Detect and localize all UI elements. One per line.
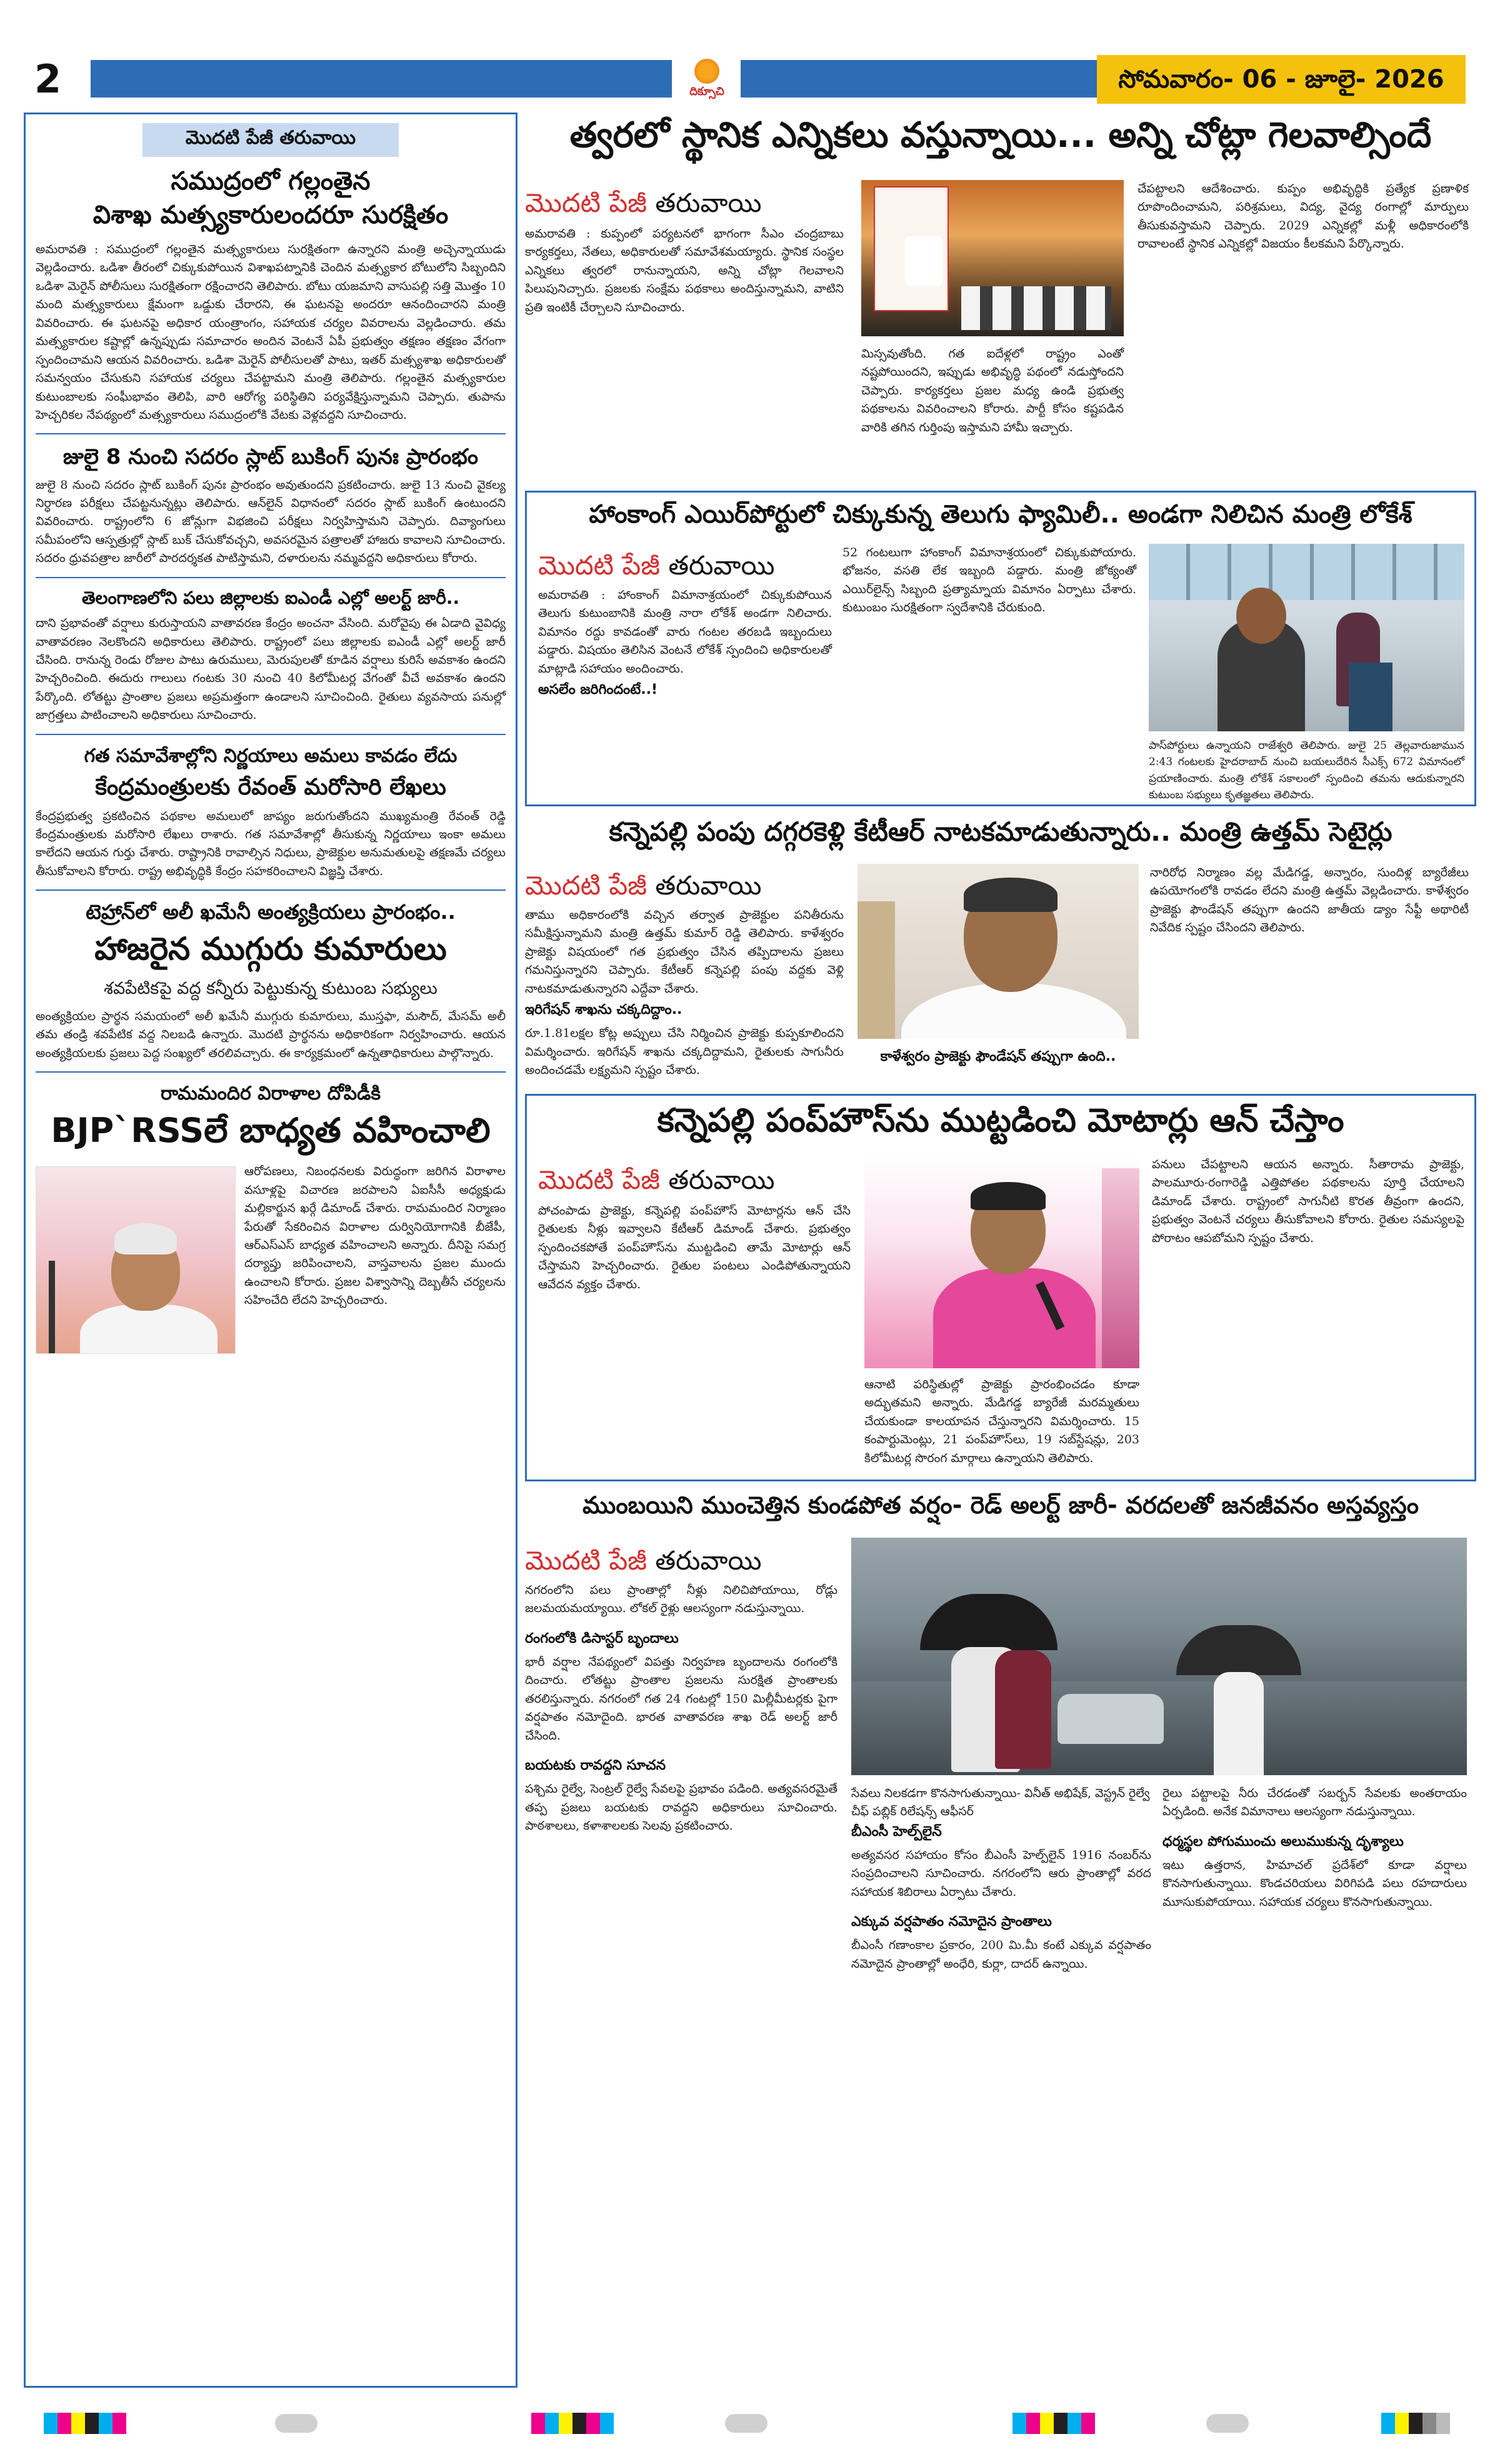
headline: టెహ్రాన్‌లో అలీ ఖమేనీ అంత్యక్రియలు ప్రారంభం.. bbox=[86, 900, 456, 924]
story-fishermen bbox=[36, 164, 506, 424]
headline: కన్నెపల్లి పంప్‌హౌస్‌ను ముట్టడించి మోటార్లు ఆన్ చేస్తాం bbox=[657, 1102, 1344, 1139]
subheadline: బయటకు రావద్దని సూచన bbox=[525, 1758, 666, 1774]
page-number: 2 bbox=[34, 56, 62, 102]
divider bbox=[36, 889, 506, 891]
article-body: అమరావతి : హాంకాంగ్ విమానాశ్రయంలో చిక్కుకుపోయిన తెలుగు కుటుంబానికి మంత్రి నారా లోకేశ్ అండగా నిలిచారు. విమానం రద్దు కావడంతో వారు గంటల తరబడి ఇబ్బందులు పడ్డారు. విషయం తెలిసిన వెంటనే లోకేశ్ స్పందించి అధికారులతో మాట్లాడి సహాయం అందించారు. bbox=[538, 588, 832, 676]
article-body: రైలు పట్టాలపై నీరు చేరడంతో సబర్బన్ సేవలకు అంతరాయం ఏర్పడింది. అనేక విమానాలు ఆలస్యంగా నడుస్తున్నాయి. bbox=[1162, 1786, 1467, 1819]
divider bbox=[36, 734, 506, 735]
headline: జులై 8 నుంచి సదరం స్లాట్ బుకింగ్ పునః ప్రారంభం bbox=[62, 444, 479, 470]
headline: BJP`RSSలే బాధ్యత వహించాలి bbox=[51, 1111, 491, 1151]
subheadline: రంగంలోకి డిసాస్టర్ బృందాలు bbox=[525, 1630, 679, 1646]
story-mumbai-rains bbox=[525, 1488, 1476, 2388]
article-body: అమరావతి : కుప్పంలో పర్యటనలో భాగంగా సీఎం చంద్రబాబు కార్యకర్తలు, నేతలు, అధికారులతో సమావేశమయ్యారు. స్థానిక సంస్థల ఎన్నికలు త్వరలో రానున్నాయని, అన్ని చోట్లా గెలవాలని పిలుపునిచ్చారు. ప్రజలకు సంక్షేమ పథకాలు అందిస్తున్నామని, వాటిని ప్రతి ఇంటికీ చేర్చాలని సూచించారు. bbox=[525, 227, 844, 314]
photo-minister-uttam bbox=[858, 864, 1139, 1039]
continued-kicker bbox=[538, 1164, 774, 1202]
article-body: జులై 8 నుంచి సదరం స్లాట్ బుకింగ్ పునః ప్రారంభం అవుతుందని ప్రకటించారు. జులై 13 నుంచి వైకల్య నిర్ధారణ పరీక్షలు చేపట్టనున్నట్లు తెలిపారు. ఆన్‌లైన్ విధానంలో సదరం స్లాట్ బుకింగ్ ఉంటుందని వివరించారు. రాష్ట్రంలోని 6 జోన్లుగా విభజించి పరీక్షలు నిర్వహిస్తామని చెప్పారు. దివ్యాంగులు సమీపంలోని ఆస్పత్రుల్లో స్లాట్ బుక్ చేసుకోవచ్చని, అవసరమైన పత్రాలతో హాజరు కావాలని సూచించారు. సదరం ధ్రువపత్రాల జారీలో పారదర్శకత పాటిస్తామని, దళారులను నమ్మవద్దని అధికారులు కోరారు. bbox=[36, 478, 506, 566]
subheadline: అసలేం జరిగిందంటే..! bbox=[538, 682, 658, 698]
kicker-rest: తరువాయి bbox=[668, 550, 775, 581]
registration-pill bbox=[1206, 2414, 1249, 2433]
article-body: ఇటు ఉత్తరాన, హిమాచల్ ప్రదేశ్‌లో కూడా వర్షాలు కొనసాగుతున్నాయి. కొండచరియలు విరిగిపడి పలు రహదారులు మూసుకుపోయాయి. సహాయక చర్యలు కొనసాగుతున్నాయి. bbox=[1162, 1858, 1467, 1909]
story-hongkong-airport bbox=[525, 491, 1476, 806]
photo-caption: కాళేశ్వరం ప్రాజెక్టు ఫౌండేషన్ తప్పుగా ఉంది.. bbox=[880, 1049, 1116, 1064]
divider bbox=[36, 1071, 506, 1073]
headline: ముంబయిని ముంచెత్తిన కుండపోత వర్షం- రెడ్ అలర్ట్ జారీ- వరదలతో జనజీవనం అస్తవ్యస్తం bbox=[582, 1491, 1419, 1519]
subheadline: ఎక్కువ వర్షపాతం నమోదైన ప్రాంతాలు bbox=[851, 1914, 1052, 1930]
photo-kharge bbox=[36, 1166, 236, 1354]
registration-bar bbox=[1381, 2413, 1450, 2434]
article-body: ఆనాటి పరిస్థితుల్లో ప్రాజెక్టు ప్రారంభించడం కూడా అద్భుతమని అన్నారు. మేడిగడ్డ బ్యారేజీ మరమ్మతులు చేయకుండా కాలయాపన చేస్తున్నారని విమర్శించారు. 15 కంపార్టుమెంట్లు, 21 పంప్‌హౌస్‌లు, 19 సబ్‌స్టేషన్లు, 203 కిలోమీటర్ల సొరంగ మార్గాలు ఉన్నాయని తెలిపారు. bbox=[864, 1378, 1139, 1465]
story-revanth-letters bbox=[36, 744, 506, 881]
headline: విశాఖ మత్స్యకారులందరూ సురక్షితం bbox=[92, 201, 449, 229]
headline: కేంద్రమంత్రులకు రేవంత్ మరోసారి లేఖలు bbox=[95, 774, 446, 800]
kicker-rest: తరువాయి bbox=[655, 188, 762, 218]
divider bbox=[36, 433, 506, 434]
article-body: పశ్చిమ రైల్వే, సెంట్రల్ రైల్వే సేవలపై ప్రభావం పడింది. అత్యవసరమైతే తప్ప ప్రజలు బయటకు రావద్దని అధికారులు సూచించారు. పాఠశాలలు, కళాశాలలకు సెలవు ప్రకటించారు. bbox=[525, 1782, 838, 1833]
article-body: అంత్యక్రియల ప్రార్థన సమయంలో అలీ ఖమేనీ ముగ్గురు కుమారులు, ముస్తఫా, మసౌద్, మేసమ్ అలీ తమ తండ్రి శవపేటిక వద్ద నిలబడి ఉన్నారు. మొదటి ప్రార్థనను అధికారికంగా నిర్వహించారు. ఆయన అంత్యక్రియలకు ప్రజలు పెద్ద సంఖ్యలో తరలివచ్చారు. ఈ కార్యక్రమంలో ఉన్నతాధికారులు పాల్గొన్నారు. bbox=[36, 1009, 506, 1060]
photo-cm-event bbox=[861, 180, 1124, 336]
continued-kicker bbox=[538, 550, 774, 588]
masthead bbox=[34, 55, 1466, 104]
issue-date: సోమవారం- 06 - జూలై- 2026 bbox=[1097, 55, 1466, 104]
registration-bar bbox=[531, 2413, 614, 2434]
story-khamenei bbox=[36, 899, 506, 1063]
divider bbox=[36, 577, 506, 578]
text-block bbox=[538, 586, 832, 704]
subheadline: ధర్మస్థల పోగుముంచు అలుముకున్న దృశ్యాలు bbox=[1162, 1833, 1404, 1850]
registration-bar bbox=[1012, 2413, 1095, 2434]
masthead-logo bbox=[672, 55, 742, 104]
article-body: పోచంపాడు ప్రాజెక్టు, కన్నెపల్లి పంప్‌హౌస్ మోటార్లను ఆన్ చేసి రైతులకు నీళ్లు ఇవ్వాలని కేటీఆర్ డిమాండ్ చేశారు. ప్రభుత్వం స్పందించకపోతే పంప్‌హౌస్‌ను ముట్టడించి తామే మోటార్లు ఆన్ చేస్తామని హెచ్చరించారు. రైతుల పంటలు ఎండిపోతున్నాయని ఆవేదన వ్యక్తం చేశారు. bbox=[538, 1204, 851, 1291]
left-column bbox=[24, 113, 518, 2388]
microphone-icon bbox=[49, 1261, 55, 1354]
continued-kicker bbox=[525, 1545, 761, 1583]
logo-sun-icon bbox=[694, 59, 719, 84]
headline: హాంకాంగ్ ఎయిర్‌పోర్టులో చిక్కుకున్న తెలుగు ఫ్యామిలీ.. అండగా నిలిచిన మంత్రి లోకేశ్ bbox=[589, 500, 1412, 529]
headline: త్వరలో స్థానిక ఎన్నికలు వస్తున్నాయి... అన్ని చోట్లా గెలవాల్సిందే bbox=[569, 115, 1432, 156]
masthead-band-left bbox=[91, 60, 672, 98]
article-body: పాస్‌పోర్టులు ఉన్నాయని రాజేశ్వరి తెలిపారు. జులై 25 తెల్లవారుజామున 2:43 గంటలకు హైదరాబాద్ నుంచి బయలుదేరిన సీఎక్స్ 672 విమానంలో ప్రయాణించారు. మంత్రి లోకేశ్ సకాలంలో స్పందించి తమను ఆదుకున్నారని కుటుంబ సభ్యులు కృతజ్ఞతలు తెలిపారు. bbox=[1149, 739, 1464, 802]
text-block bbox=[525, 1581, 838, 1835]
registration-pill bbox=[725, 2414, 768, 2433]
article-body: బీఎంసీ గణాంకాల ప్రకారం, 200 మి.మీ కంటే ఎక్కువ వర్షపాతం నమోదైన ప్రాంతాల్లో అంధేరి, కుర్లా, దాదర్ ఉన్నాయి. bbox=[851, 1938, 1151, 1971]
masthead-band-right bbox=[741, 60, 1097, 98]
article-body: నగరంలోని పలు ప్రాంతాల్లో నీళ్లు నిలిచిపోయాయి, రోడ్లు జలమయమయ్యాయి. లోకల్ రైళ్లు ఆలస్యంగా నడుస్తున్నాయి. bbox=[525, 1583, 838, 1616]
headline: హాజరైన ముగ్గురు కుమారులు bbox=[94, 930, 447, 967]
article-body: రూ.1.81లక్షల కోట్ల అప్పులు చేసి నిర్మించిన ప్రాజెక్టు కుప్పకూలిందని విమర్శించారు. ఇరిగేషన్ శాఖను చక్కదిద్దామని, రైతులకు సాగునీరు అందించడమే లక్ష్యమని స్పష్టం చేశారు. bbox=[525, 1026, 844, 1078]
photo-mumbai-rain bbox=[851, 1538, 1467, 1775]
registration-bar bbox=[44, 2413, 126, 2434]
headline: గత సమావేశాల్లోని నిర్ణయాలు అమలు కావడం లేదు bbox=[84, 744, 458, 767]
article-body: చేపట్టాలని ఆదేశించారు. కుప్పం అభివృద్ధికి ప్రత్యేక ప్రణాళిక రూపొందించామని, పరిశ్రమలు, విద్య, వైద్య రంగాల్లో మార్పులు తీసుకువస్తామని చెప్పారు. 2029 ఎన్నికల్లో మళ్లీ అధికారంలోకి రావాలంటే స్థానిక ఎన్నికల్లో విజయం కీలకమని పేర్కొన్నారు. bbox=[1138, 182, 1469, 251]
continued-kicker bbox=[525, 188, 761, 225]
article-body: తాము అధికారంలోకి వచ్చిన తర్వాత ప్రాజెక్టుల పనితీరును సమీక్షిస్తున్నామని మంత్రి ఉత్తమ్ కుమార్ రెడ్డి తెలిపారు. కాళేశ్వరం ప్రాజెక్టు విషయంలో గత ప్రభుత్వం చేసిన తప్పిదాలను ప్రజలు గమనిస్తున్నారని చెప్పారు. కేటీఆర్ కన్నెపల్లి పంపు వద్దకు వెళ్లి నాటకమాడుతున్నారని ఎద్దేవా చేశారు. bbox=[525, 908, 844, 996]
text-block bbox=[525, 906, 844, 1080]
kicker-first: మొదటి పేజీ bbox=[538, 1164, 660, 1195]
kicker-rest: తరువాయి bbox=[655, 870, 762, 901]
story-uttam-satire bbox=[525, 813, 1476, 1088]
right-column bbox=[525, 113, 1476, 2388]
headline: సముద్రంలో గల్లంతైన bbox=[171, 167, 371, 196]
story-sadaram bbox=[36, 443, 506, 568]
headline: రామమందిర విరాళాల దోపిడీకి bbox=[161, 1083, 381, 1105]
photo-ktr bbox=[864, 1156, 1139, 1368]
continued-tag: మొదటి పేజీ తరువాయి bbox=[142, 123, 399, 157]
story-local-elections bbox=[525, 113, 1476, 484]
article-body: భారీ వర్షాల నేపథ్యంలో విపత్తు నిర్వహణ బృందాలను రంగంలోకి దించారు. లోతట్టు ప్రాంతాల ప్రజలను సురక్షిత ప్రాంతాలకు తరలిస్తున్నారు. నగరంలో గత 24 గంటల్లో 150 మిల్లీమీటర్లకు పైగా వర్షపాతం నమోదైంది. భారత వాతావరణ శాఖ రెడ్ అలర్ట్ జారీ చేసింది. bbox=[525, 1655, 838, 1743]
headline: తెలంగాణలోని పలు జిల్లాలకు ఐఎండీ ఎల్లో అలర్ట్ జారీ.. bbox=[81, 587, 460, 608]
kicker-rest: తరువాయి bbox=[668, 1164, 775, 1195]
logo-text: దిక్సూచి bbox=[689, 85, 724, 98]
story-ram-mandir bbox=[36, 1081, 506, 1310]
story-ktr-pumphouse bbox=[525, 1094, 1476, 1481]
kicker-first: మొదటి పేజీ bbox=[525, 188, 647, 218]
text-block bbox=[851, 1785, 1151, 1973]
kicker-rest: తరువాయి bbox=[655, 1545, 762, 1576]
article-body: దాని ప్రభావంతో వర్షాలు కురుస్తాయని వాతావరణ కేంద్రం అంచనా వేసింది. మరోవైపు ఈ ఏడాది వైవిధ్య వాతావరణం నెలకొందని అధికారులు తెలిపారు. రాష్ట్రంలో పలు జిల్లాలకు ఐఎండీ ఎల్లో అలర్ట్ జారీ చేసింది. రానున్న రెండు రోజుల పాటు ఉరుములు, మెరుపులతో కూడిన వర్షాలు కురిసే అవకాశం ఉందని హెచ్చరించింది. ఈదురు గాలులు గంటకు 30 నుంచి 40 కిలోమీటర్ల వేగంతో వీచే అవకాశం ఉందని పేర్కొంది. లోతట్టు ప్రాంతాల ప్రజలు అప్రమత్తంగా ఉండాలని సూచించింది. రైతులు వ్యవసాయ పనుల్లో జాగ్రత్తలు పాటించాలని అధికారులు సూచించారు. bbox=[36, 616, 506, 723]
text-block bbox=[1162, 1785, 1467, 1911]
photo-airport-family bbox=[1149, 544, 1464, 731]
article-body: పనులు చేపట్టాలని ఆయన అన్నారు. సీతారామ ప్రాజెక్టు, పాలమూరు-రంగారెడ్డి ఎత్తిపోతల పథకాలను పూర్తి చేయాలని డిమాండ్ చేశారు. రాష్ట్రంలో సాగునీటి కొరత తీవ్రంగా ఉందని, ప్రభుత్వం వెంటనే చర్యలు తీసుకోవాలని కోరారు. రైతుల సమస్యలపై పోరాటం ఆపబోమని స్పష్టం చేశారు. bbox=[1152, 1158, 1464, 1245]
subheadline: బీఎంసీ హెల్ప్‌లైన్ bbox=[851, 1824, 942, 1840]
article-body: అత్యవసర సహాయం కోసం బీఎంసీ హెల్ప్‌లైన్ 1916 నంబర్‌ను సంప్రదించాలని సూచించారు. నగరంలోని ఆరు ప్రాంతాల్లో వరద సహాయక శిబిరాలు ఏర్పాటు చేశారు. bbox=[851, 1848, 1151, 1899]
kicker-first: మొదటి పేజీ bbox=[525, 870, 647, 901]
registration-pill bbox=[275, 2414, 318, 2433]
article-body: నారిరోధ నిర్మాణం వల్ల మేడిగడ్డ, అన్నారం, సుందిళ్ల బ్యారేజీలు ఉపయోగంలోకి రావడం లేదని మంత్రి ఉత్తమ్ వెల్లడించారు. కాళేశ్వరం ప్రాజెక్టు ఫౌండేషన్ తప్పుగా ఉందని జాతీయ డ్యాం సేఫ్టీ అథారిటీ నివేదిక స్పష్టం చేసిందని తెలిపారు. bbox=[1150, 866, 1469, 935]
subheadline: ఇరిగేషన్ శాఖను చక్కదిద్దాం.. bbox=[525, 1002, 682, 1018]
article-body: కేంద్రప్రభుత్వ ప్రకటించిన పథకాల అమలులో జాప్యం జరుగుతోందని ముఖ్యమంత్రి రేవంత్ రెడ్డి కేంద్రమంత్రులకు మరోసారి లేఖలు రాశారు. గత సమావేశాల్లో తీసుకున్న నిర్ణయాలు ఇంకా అమలు కాలేదని ఆయన గుర్తు చేశారు. రాష్ట్రానికి రావాల్సిన నిధులు, ప్రాజెక్టుల అనుమతులపై తక్షణమే చర్యలు తీసుకోవాలని కోరారు. రాష్ట్ర అభివృద్ధికి కేంద్రం సహకరించాలని విజ్ఞప్తి చేశారు. bbox=[36, 809, 506, 878]
article-body: ఆరోపణలు, నిబంధనలకు విరుద్ధంగా జరిగిన విరాళాల వసూళ్లపై విచారణ జరపాలని ఏఐసీసీ అధ్యక్షుడు మల్లికార్జున ఖర్గే డిమాండ్ చేశారు. రామమందిర నిర్మాణం పేరుతో సేకరించిన విరాళాల దుర్వినియోగానికి బీజేపీ, ఆర్ఎస్ఎస్ బాధ్యత వహించాలని అన్నారు. దీనిపై సమగ్ర దర్యాప్తు జరిపించాలని, వాస్తవాలను ప్రజల ముందు ఉంచాలని కోరారు. ప్రజల విశ్వాసాన్ని దెబ్బతీసే చర్యలను సహించేది లేదని హెచ్చరించారు. bbox=[244, 1164, 506, 1308]
headline: కన్నెపల్లి పంపు దగ్గరకెళ్లి కేటీఆర్ నాటకమాడుతున్నారు.. మంత్రి ఉత్తమ్ సెటైర్లు bbox=[609, 816, 1392, 847]
article-body: 52 గంటలుగా హాంకాంగ్ విమానాశ్రయంలో చిక్కుకుపోయారు. భోజనం, వసతి లేక ఇబ్బంది పడ్డారు. మంత్రి జోక్యంతో ఎయిర్‌లైన్స్ సిబ్బంది ప్రత్యామ్నాయ విమానం ఏర్పాటు చేశారు. కుటుంబం సురక్షితంగా స్వదేశానికి చేరుకుంది. bbox=[842, 546, 1136, 615]
kicker-first: మొదటి పేజీ bbox=[538, 550, 660, 581]
article-body: మిస్సవుతోంది. గత ఐదేళ్లలో రాష్ట్రం ఎంతో నష్టపోయిందని, ఇప్పుడు అభివృద్ధి పథంలో నడుస్తోందని చెప్పారు. కార్యకర్తలు ప్రజల మధ్య ఉండి ప్రభుత్వ పథకాలను వివరించాలని కోరారు. పార్టీ కోసం కష్టపడిన వారికి తగిన గుర్తింపు ఇస్తామని హామీ ఇచ్చారు. bbox=[861, 347, 1124, 434]
umbrella-icon bbox=[1176, 1625, 1301, 1675]
article-body: అమరావతి : సముద్రంలో గల్లంతైన మత్స్యకారులు సురక్షితంగా ఉన్నారని మంత్రి అచ్చెన్నాయుడు వెల్లడించారు. ఒడిశా తీరంలో చిక్కుకుపోయిన విశాఖపట్నానికి చెందిన మత్స్యకార బోటులోని సిబ్బందిని ఒడిశా మెరైన్ పోలీసులు సురక్షితంగా రక్షించారని తెలిపారు. బోటు యజమాని వాసుపల్లి సత్తి మొత్తం 10 మంది మత్స్యకారులు క్షేమంగా ఒడ్డుకు చేరారని, ఈ ఘటనపై అందరూ ఆనందించారని మంత్రి వివరించారు. ఈ ఘటనపై అధికార యంత్రాంగం, సహాయక చర్యల వివరాలను వెల్లడించారు. తమ మత్స్యకారుల కష్టాల్లో ఉన్నప్పుడు సమాచారం అందిన వెంటనే ఏపీ ప్రభుత్వం తక్షణం తక్షణం వేగంగా స్పందించామని ఆయన వివరించారు. ఒడిశా మెరైన్ పోలీసులతో పాటు, ఇతర్ మత్స్యశాఖ అధికారులతో సమన్వయం చేసుకుని సహాయక చర్యలు చేపట్టామని మంత్రి తెలిపారు. గల్లంతైన మత్స్యకారుల కుటుంబాలకు సంఘీభావం తెలిపి, వారి ఆరోగ్య పరిస్థితిని పర్యవేక్షిస్తున్నామని చెప్పారు. తుపాను హెచ్చరికల నేపథ్యంలో మత్స్యకారులు సముద్రంలోకి వేటకు వెళ్లవద్దని సూచించారు. bbox=[36, 243, 506, 422]
continued-kicker bbox=[525, 870, 761, 908]
subheadline: శవపేటికపై వద్ద కన్నీరు పెట్టుకున్న కుటుంబ సభ్యులు bbox=[104, 978, 438, 998]
kicker-first: మొదటి పేజీ bbox=[525, 1545, 647, 1576]
photo-caption: సేవలు నిలకడగా కొనసాగుతున్నాయి- వినీత్ అభిషేక్, వెస్ట్రన్ రైల్వే చీఫ్ పబ్లిక్ రిలేషన్స్ ఆఫీసర్ bbox=[851, 1786, 1150, 1818]
story-imd-alert bbox=[36, 587, 506, 725]
umbrella-icon bbox=[920, 1594, 1058, 1650]
